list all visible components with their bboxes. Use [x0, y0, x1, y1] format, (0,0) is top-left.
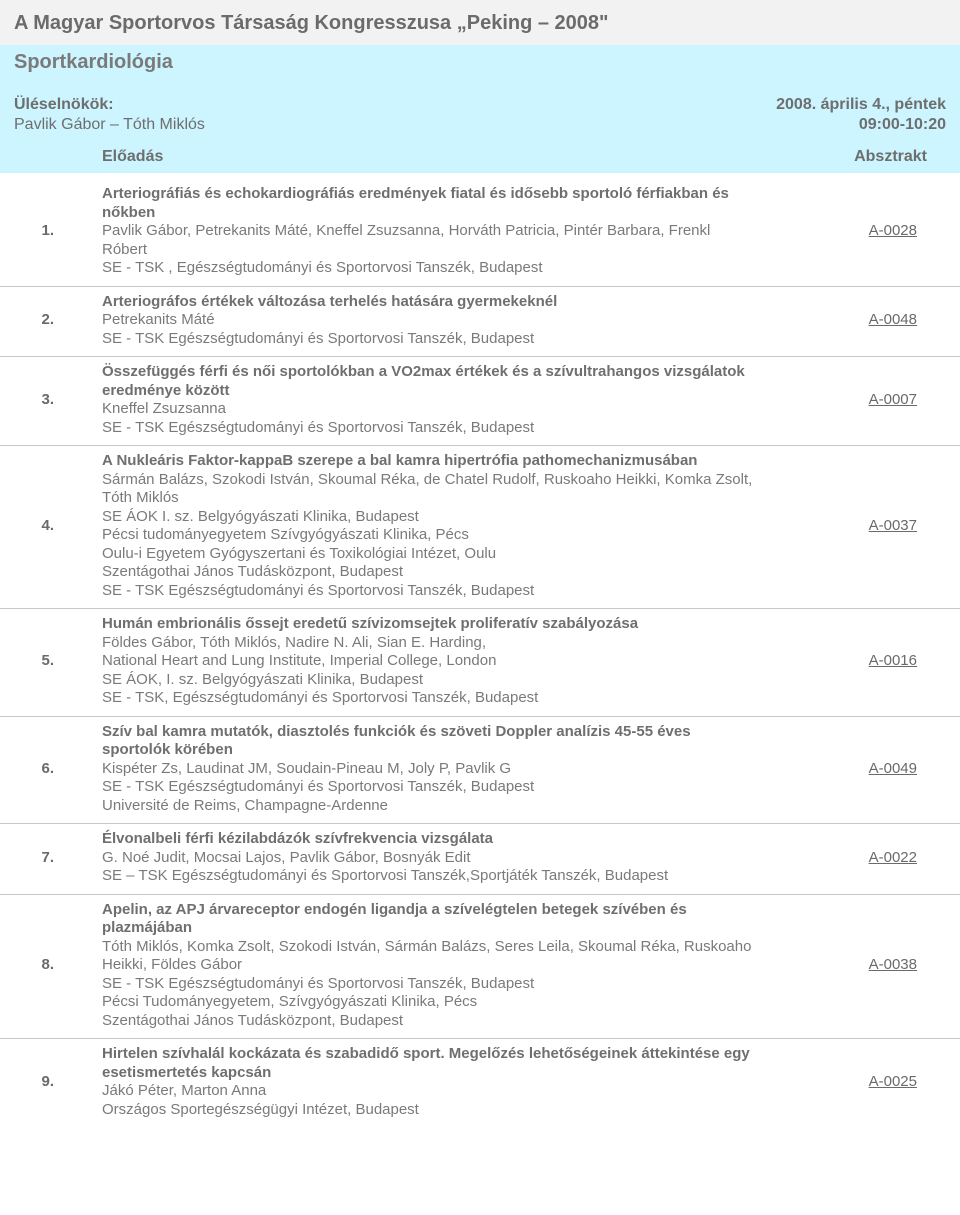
lecture-author-affiliation: SE – TSK Egészségtudományi és Sportorvosi Tanszék,Sportjáték Tanszék, Budapest [102, 867, 669, 884]
lecture-details [102, 185, 818, 278]
lecture-row [0, 824, 960, 895]
lecture-author-affiliation: G. Noé Judit, Mocsai Lajos, Pavlik Gábor, Bosnyák Edit [102, 848, 471, 866]
lecture-author-affiliation: Petrekanits Máté [102, 311, 215, 328]
lecture-details [102, 363, 818, 437]
lecture-author-affiliation: Pécsi Tudományegyetem, Szívgyógyászati Klinika, Pécs [102, 993, 478, 1010]
lecture-row [0, 895, 960, 1040]
congress-title-bar [0, 0, 960, 45]
abstract-code-link[interactable]: A-0022 [868, 848, 917, 866]
lecture-title: nőkben [102, 203, 156, 221]
lecture-row [0, 179, 960, 287]
lecture-number: 2. [41, 311, 54, 328]
abstract-code-link[interactable]: A-0016 [868, 652, 917, 669]
lecture-author-affiliation: Pécsi tudományegyetem Szívgyógyászati Klinika, Pécs [102, 526, 469, 543]
lecture-title: Szív bal kamra mutatók, diasztolés funkciók és szöveti Doppler analízis 45-55 éves [102, 722, 691, 740]
lecture-author-affiliation: Université de Reims, Champagne-Ardenne [102, 796, 388, 814]
abstract-code-link[interactable]: A-0037 [868, 516, 917, 534]
lecture-author-affiliation: SE - TSK, Egészségtudományi és Sportorvosi Tanszék, Budapest [102, 689, 539, 706]
lecture-author-affiliation: Pavlik Gábor, Petrekanits Máté, Kneffel Zsuzsanna, Horváth Patricia, Pintér Barbara, Frenkl [102, 222, 711, 239]
lecture-title: Arteriográfiás és echokardiográfiás eredmények fiatal és idősebb sportoló férfiakban és [102, 185, 729, 202]
session-date: 2008. április 4., péntek [776, 96, 946, 113]
lecture-author-affiliation: SE - TSK Egészségtudományi és Sportorvosi Tanszék, Budapest [102, 418, 535, 436]
lecture-row [0, 287, 960, 358]
lecture-title: plazmájában [102, 919, 193, 936]
lecture-title: Hirtelen szívhalál kockázata és szabadidő sport. Megelőzés lehetőségeinek áttekintése egy [102, 1045, 750, 1062]
session-time: 09:00-10:20 [858, 116, 946, 133]
lecture-row [0, 1039, 960, 1127]
lecture-author-affiliation: Tóth Miklós, Komka Zsolt, Szokodi István, Sármán Balázs, Seres Leila, Skoumal Réka, Ruskoaho [102, 937, 752, 955]
lecture-details [102, 1045, 818, 1119]
lecture-row [0, 609, 960, 717]
abstract-code-link[interactable]: A-0025 [868, 1072, 917, 1090]
lecture-author-affiliation: Sármán Balázs, Szokodi István, Skoumal Réka, de Chatel Rudolf, Ruskoaho Heikki, Komka Zsolt, [102, 470, 753, 488]
lecture-number: 3. [41, 390, 54, 408]
lecture-title: sportolók körében [102, 741, 233, 758]
lecture-row [0, 446, 960, 609]
session-header [0, 45, 960, 173]
lecture-title: Apelin, az APJ árvareceptor endogén ligandja a szívelégtelen betegek szívében és [102, 900, 687, 918]
lecture-title: Humán embrionális őssejt eredetű szívizomsejtek proliferatív szabályozása [102, 615, 639, 632]
lecture-title: Összefüggés férfi és női sportolókban a VO2max értékek és a szívultrahangos vizsgálatok [102, 363, 745, 380]
lecture-details [102, 293, 818, 349]
lecture-author-affiliation: SE - TSK Egészségtudományi és Sportorvosi Tanszék, Budapest [102, 581, 535, 599]
lecture-number: 6. [41, 759, 54, 777]
lecture-author-affiliation: Oulu-i Egyetem Gyógyszertani és Toxikológiai Intézet, Oulu [102, 544, 497, 562]
abstract-code-link[interactable]: A-0048 [868, 311, 917, 328]
abstract-code-link[interactable]: A-0028 [868, 222, 917, 239]
lecture-details [102, 723, 818, 816]
chairs-label: Üléselnökök: [14, 96, 114, 113]
lecture-details [102, 830, 818, 886]
lecture-details [102, 901, 818, 1031]
lecture-author-affiliation: National Heart and Lung Institute, Imperial College, London [102, 652, 497, 669]
lecture-author-affiliation: Tóth Miklós [102, 489, 179, 506]
lecture-title: Élvonalbeli férfi kézilabdázók szívfrekvencia vizsgálata [102, 830, 494, 847]
congress-title: A Magyar Sportorvos Társaság Kongresszusa „Peking – 2008" [14, 12, 609, 34]
chairs-names: Pavlik Gábor – Tóth Miklós [14, 116, 205, 133]
lecture-title: A Nukleáris Faktor-kappaB szerepe a bal kamra hipertrófia pathomechanizmusában [102, 452, 698, 469]
lecture-author-affiliation: SE ÁOK, I. sz. Belgyógyászati Klinika, Budapest [102, 670, 423, 688]
lecture-list [0, 173, 960, 1127]
lecture-author-affiliation: Kneffel Zsuzsanna [102, 400, 226, 417]
lecture-title: eredménye között [102, 381, 230, 399]
column-header-lecture: Előadás [102, 148, 164, 165]
lecture-title: Arteriográfos értékek változása terhelés hatására gyermekeknél [102, 292, 558, 310]
column-header-abstract: Absztrakt [854, 148, 927, 165]
lecture-author-affiliation: Jákó Péter, Marton Anna [102, 1082, 267, 1099]
lecture-author-affiliation: SE - TSK , Egészségtudományi és Sportorvosi Tanszék, Budapest [102, 259, 543, 276]
lecture-number: 1. [41, 222, 54, 239]
abstract-code-link[interactable]: A-0049 [868, 759, 917, 777]
lecture-author-affiliation: Róbert [102, 240, 148, 258]
lecture-details [102, 452, 818, 600]
lecture-author-affiliation: Földes Gábor, Tóth Miklós, Nadire N. Ali, Sian E. Harding, [102, 633, 487, 651]
lecture-details [102, 615, 818, 708]
lecture-author-affiliation: Szentágothai János Tudásközpont, Budapest [102, 1011, 404, 1029]
lecture-author-affiliation: SE - TSK Egészségtudományi és Sportorvosi Tanszék, Budapest [102, 778, 535, 795]
lecture-author-affiliation: Kispéter Zs, Laudinat JM, Soudain-Pineau M, Joly P, Pavlik G [102, 759, 512, 777]
lecture-row [0, 357, 960, 446]
lecture-author-affiliation: SE - TSK Egészségtudományi és Sportorvosi Tanszék, Budapest [102, 329, 535, 347]
lecture-author-affiliation: SE ÁOK I. sz. Belgyógyászati Klinika, Budapest [102, 507, 419, 525]
lecture-row [0, 717, 960, 825]
lecture-author-affiliation: Heikki, Földes Gábor [102, 956, 243, 973]
lecture-number: 7. [41, 848, 54, 866]
lecture-number: 4. [41, 516, 54, 534]
section-title: Sportkardiológia [14, 51, 173, 73]
lecture-number: 8. [41, 956, 54, 973]
lecture-title: esetismertetés kapcsán [102, 1063, 272, 1081]
lecture-author-affiliation: SE - TSK Egészségtudományi és Sportorvosi Tanszék, Budapest [102, 974, 535, 992]
abstract-code-link[interactable]: A-0007 [868, 390, 917, 408]
lecture-number: 5. [41, 652, 54, 669]
lecture-author-affiliation: Szentágothai János Tudásközpont, Budapest [102, 563, 404, 580]
lecture-number: 9. [41, 1072, 54, 1090]
lecture-author-affiliation: Országos Sportegészségügyi Intézet, Budapest [102, 1100, 419, 1118]
abstract-code-link[interactable]: A-0038 [868, 956, 917, 973]
